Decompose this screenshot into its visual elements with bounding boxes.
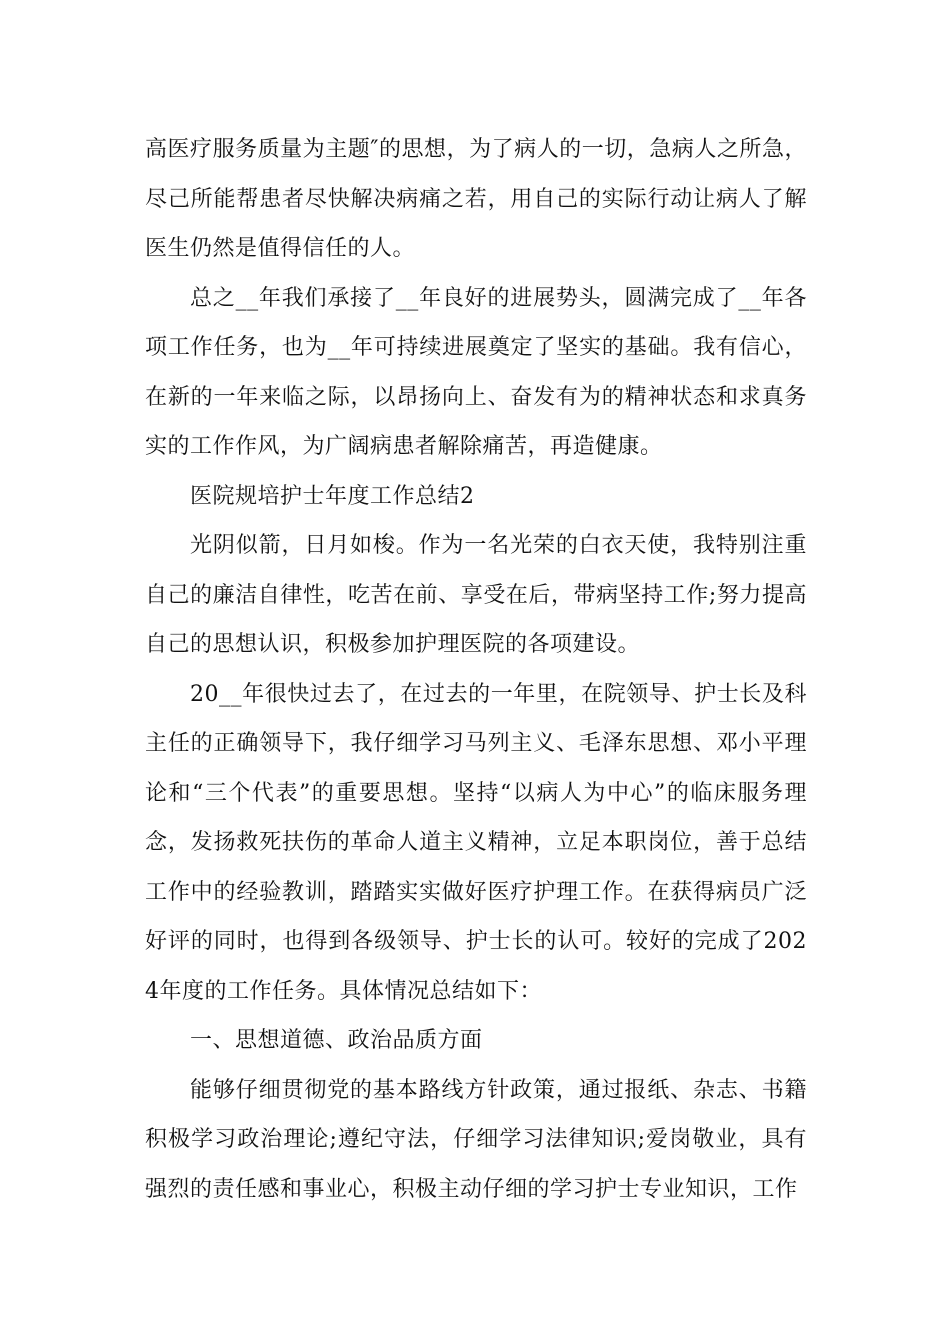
subsection-heading: 一、思想道德、政治品质方面 — [190, 1028, 483, 1053]
paragraph-continuation: 高医疗服务质量为主题″的思想，为了病人的一切，急病人之所急，尽己所能帮患者尽快解决病痛之若，用自己的实际行动让病人了解医生仍然是值得信任的人。 — [145, 137, 807, 261]
document-body — [145, 125, 807, 1214]
paragraph-year-review: 20__年很快过去了，在过去的一年里，在院领导、护士长及科主任的正确领导下，我仔细学习马列主义、毛泽东思想、邓小平理论和“三个代表”的重要思想。坚持“以病人为中心”的临床服务理念，发扬救死扶伤的革命人道主义精神，立足本职岗位，善于总结工作中的经验教训，踏踏实实做好医疗护理工作。在获得病员广泛好评的同时，也得到各级领导、护士长的认可。较好的完成了2024年度的工作任务。具体情况总结如下： — [145, 681, 807, 1004]
paragraph-political: 能够仔细贯彻党的基本路线方针政策，通过报纸、杂志、书籍积极学习政治理论;遵纪守法，仔细学习法律知识;爱岗敬业，具有强烈的责任感和事业心，积极主动仔细的学习护士专业知识，工作 — [145, 1077, 807, 1202]
section-title: 医院规培护士年度工作总结2 — [190, 483, 475, 509]
paragraph-summary: 总之__年我们承接了__年良好的进展势头，圆满完成了__年各项工作任务，也为__年可持续进展奠定了坚实的基础。我有信心，在新的一年来临之际，以昂扬向上、奋发有为的精神状态和求真务实的工作作风，为广阔病患者解除痛苦，再造健康。 — [145, 285, 807, 459]
paragraph-intro: 光阴似箭，日月如梭。作为一名光荣的白衣天使，我特别注重自己的廉洁自律性，吃苦在前、享受在后，带病坚持工作;努力提高自己的思想认识，积极参加护理医院的各项建设。 — [145, 533, 807, 657]
